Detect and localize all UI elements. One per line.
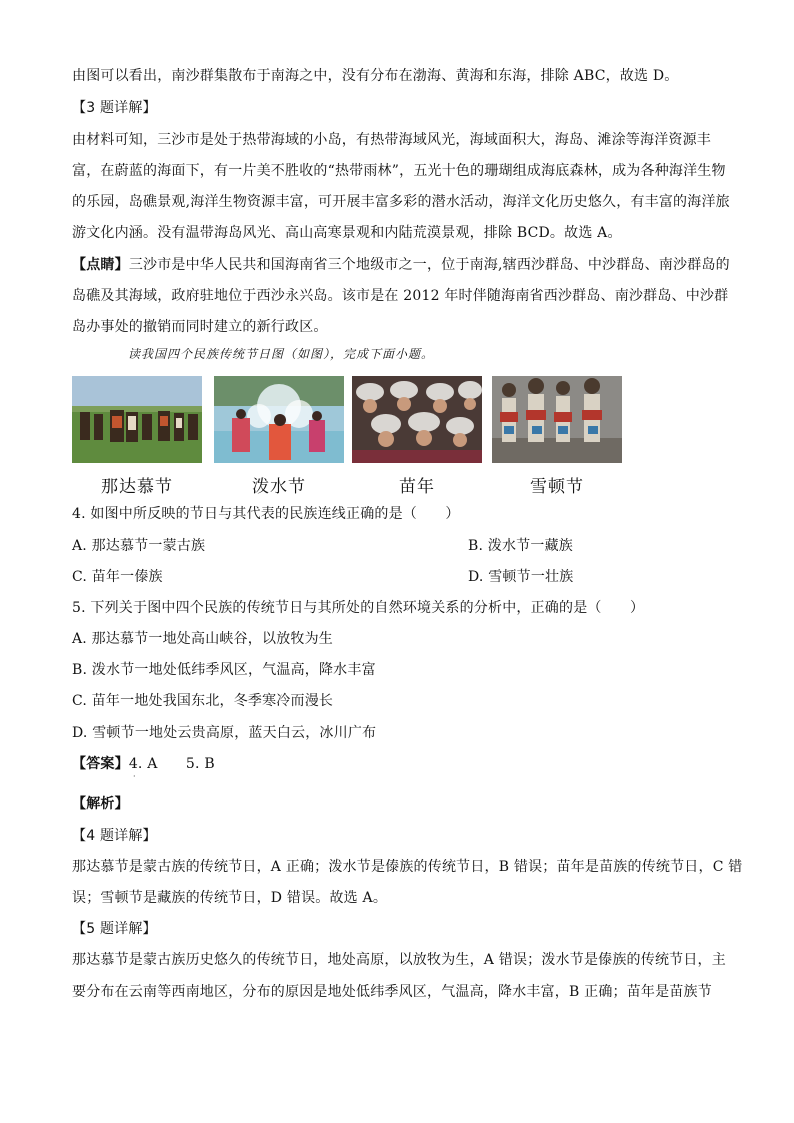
photo-label-naadam: 那达慕节 bbox=[101, 477, 173, 497]
dianjing-paragraph bbox=[72, 255, 730, 275]
section-heading-q3: 【3 题详解】 bbox=[72, 100, 157, 116]
dianjing-tag: 【点睛】 bbox=[72, 257, 129, 273]
question-4-options-row-1 bbox=[72, 536, 724, 556]
photo-label-shoton: 雪顿节 bbox=[530, 477, 584, 497]
q4-option-c: C. 苗年一傣族 bbox=[72, 569, 163, 585]
q4-option-a: A. 那达慕节一蒙古族 bbox=[72, 538, 206, 554]
text-line: 富，在蔚蓝的海面下，有一片美不胜收的“热带雨林”，五光十色的珊瑚组成海底森林，成为各种海洋生物 bbox=[72, 163, 726, 179]
q4-option-b: B. 泼水节一藏族 bbox=[468, 538, 573, 554]
shoton-festival-photo bbox=[492, 376, 622, 463]
text-line: 要分布在云南等西南地区，分布的原因是地处低纬季风区，气温高，降水丰富，B 正确；苗年是苗族节 bbox=[72, 984, 712, 1000]
question-4-stem: 4. 如图中所反映的节日与其代表的民族连线正确的是（ ） bbox=[72, 506, 460, 522]
analysis-tag: 【解析】 bbox=[72, 796, 129, 812]
q5-option-b: B. 泼水节一地处低纬季风区，气温高，降水丰富 bbox=[72, 662, 376, 678]
text-line: 那达慕节是蒙古族的传统节日，A 正确；泼水节是傣族的传统节日，B 错误；苗年是苗族的传统节日，C 错 bbox=[72, 859, 743, 875]
text-line: 的乐园，岛礁景观,海洋生物资源丰富，可开展丰富多彩的潜水活动，海洋文化历史悠久，有丰富的海洋旅 bbox=[72, 194, 730, 210]
answer-line bbox=[72, 754, 724, 774]
text-line: 由材料可知，三沙市是处于热带海域的小岛，有热带海域风光，海域面积大，海岛、滩涂等海洋资源丰 bbox=[72, 132, 711, 148]
miao-new-year-photo bbox=[352, 376, 482, 463]
q5-option-d: D. 雪顿节一地处云贵高原，蓝天白云，冰川广布 bbox=[72, 725, 377, 741]
text-line: 误；雪顿节是藏族的传统节日，D 错误。故选 A。 bbox=[72, 890, 388, 906]
text-line: 由图可以看出，南沙群集散布于南海之中，没有分布在渤海、黄海和东海，排除 ABC，故选 D。 bbox=[72, 68, 679, 84]
question-5-stem: 5. 下列关于图中四个民族的传统节日与其所处的自然环境关系的分析中，正确的是（ ） bbox=[72, 600, 645, 616]
section-heading-q5: 【5 题详解】 bbox=[72, 921, 157, 937]
photo-label-miao-new-year: 苗年 bbox=[399, 477, 435, 497]
dianjing-text: 三沙市是中华人民共和国海南省三个地级市之一，位于南海,辖西沙群岛、中沙群岛、南沙群岛的 bbox=[128, 257, 730, 273]
dot-mark: · bbox=[133, 772, 136, 781]
q5-option-c: C. 苗年一地处我国东北，冬季寒冷而漫长 bbox=[72, 693, 334, 709]
question-4-options-row-2 bbox=[72, 567, 724, 587]
text-line: 岛办事处的撤销而同时建立的新行政区。 bbox=[72, 319, 328, 335]
photo-label-water-splashing: 泼水节 bbox=[252, 477, 306, 497]
answer-text: 4. A 5. B bbox=[128, 756, 215, 772]
text-line: 那达慕节是蒙古族历史悠久的传统节日，地处高原，以放牧为生，A 错误；泼水节是傣族的传统节日，主 bbox=[72, 952, 726, 968]
text-line: 游文化内涵。没有温带海岛风光、高山高寒景观和内陆荒漠景观，排除 BCD。故选 A。 bbox=[72, 225, 622, 241]
answer-tag: 【答案】 bbox=[72, 756, 129, 772]
q5-option-a: A. 那达慕节一地处高山峡谷，以放牧为生 bbox=[72, 631, 334, 647]
text-line: 岛礁及其海域，政府驻地位于西沙永兴岛。该市是在 2012 年时伴随海南省西沙群岛、南沙群岛、中沙群 bbox=[72, 288, 729, 304]
section-heading-q4: 【4 题详解】 bbox=[72, 828, 157, 844]
q4-option-d: D. 雪顿节一壮族 bbox=[468, 569, 574, 585]
figure-caption: 读我国四个民族传统节日图（如图），完成下面小题。 bbox=[128, 347, 435, 361]
water-splashing-photo bbox=[214, 376, 344, 463]
naadam-photo bbox=[72, 376, 202, 463]
